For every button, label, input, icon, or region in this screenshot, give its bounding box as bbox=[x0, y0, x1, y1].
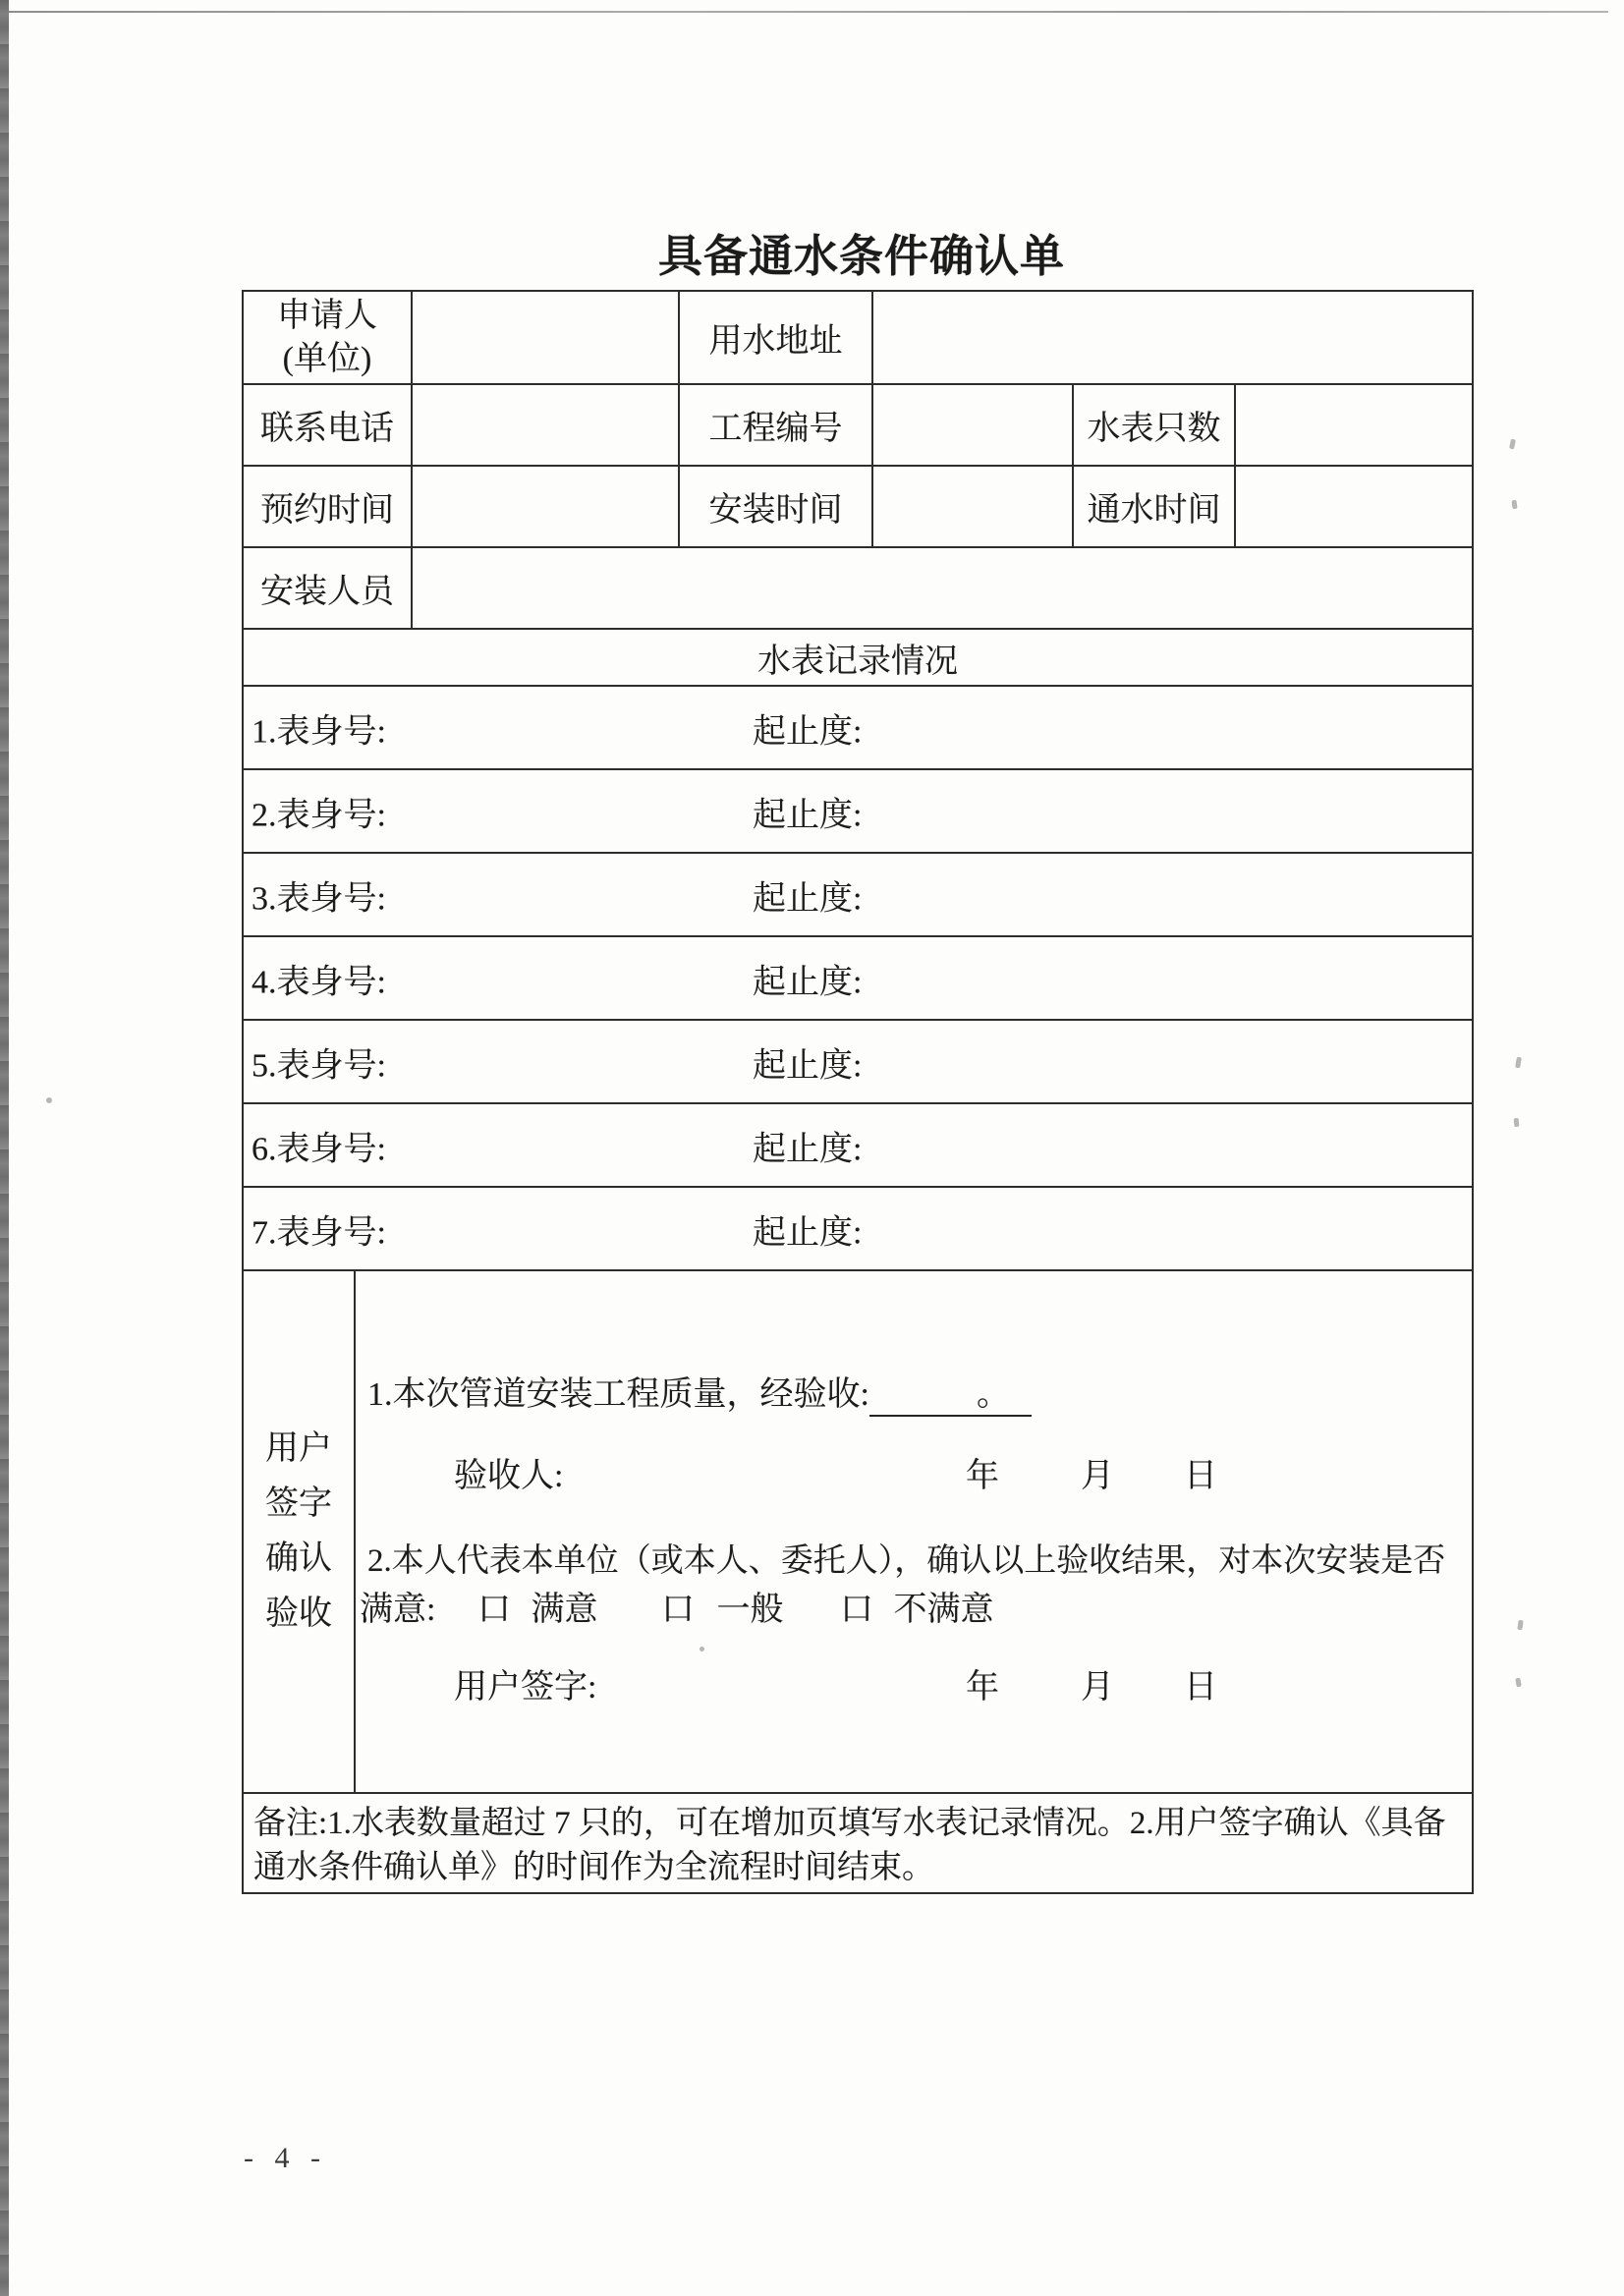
scan-speck bbox=[1517, 1620, 1523, 1631]
install-time-label: 安装时间 bbox=[680, 467, 873, 548]
acceptance-item-2-line1: 2.本人代表本单位（或本人、委托人），确认以上验收结果，对本次安装是否 bbox=[367, 1543, 1446, 1579]
signature-section bbox=[244, 1271, 1472, 1794]
applicant-label bbox=[244, 292, 413, 385]
signature-side-label bbox=[244, 1271, 356, 1792]
meter-body-number-label: 3.表身号: bbox=[252, 880, 386, 917]
side-label-line: 验收 bbox=[265, 1596, 332, 1632]
date-year-label: 年 bbox=[966, 1669, 999, 1706]
side-label-line: 用户 bbox=[265, 1430, 332, 1467]
appointment-time-value bbox=[413, 467, 680, 548]
date-year-label: 年 bbox=[966, 1458, 999, 1494]
signature-content bbox=[356, 1271, 1472, 1792]
date-day-label: 日 bbox=[1184, 1669, 1217, 1706]
installer-value bbox=[413, 548, 1472, 630]
option-average-label: 一般 bbox=[716, 1592, 784, 1628]
row-installer bbox=[244, 548, 1472, 630]
contact-phone-label: 联系电话 bbox=[244, 385, 413, 467]
checkbox-unsatisfied-icon: 口 bbox=[839, 1592, 873, 1628]
scan-edge-top bbox=[9, 11, 1608, 13]
water-address-value bbox=[873, 292, 1472, 385]
satisfaction-options-line bbox=[360, 1582, 1476, 1630]
scan-speck bbox=[1515, 1678, 1521, 1688]
meter-row-1 bbox=[244, 687, 1472, 770]
option-satisfied-label: 满意 bbox=[531, 1592, 598, 1628]
scan-speck bbox=[46, 1097, 52, 1103]
meter-range-label: 起止度: bbox=[753, 1131, 863, 1167]
meter-row-4 bbox=[244, 937, 1472, 1021]
scan-speck bbox=[1515, 1057, 1522, 1069]
meter-section-header-row bbox=[244, 630, 1472, 687]
applicant-label-line2: (单位) bbox=[282, 340, 372, 377]
applicant-label-line1: 申请人 bbox=[277, 297, 377, 334]
date-day-label: 日 bbox=[1184, 1458, 1217, 1494]
meter-row-2 bbox=[244, 770, 1472, 854]
scan-speck bbox=[1514, 1118, 1520, 1127]
remark-line-1: 备注:1.水表数量超过 7 只的，可在增加页填写水表记录情况。2.用户签字确认《具备 bbox=[253, 1806, 1446, 1841]
meter-range-label: 起止度: bbox=[753, 880, 863, 917]
side-label-line: 确认 bbox=[265, 1540, 332, 1577]
applicant-value bbox=[413, 292, 680, 385]
inspector-label: 验收人: bbox=[454, 1458, 564, 1494]
acceptance-item-1 bbox=[367, 1367, 1032, 1417]
acceptance-item-1-period: 。 bbox=[976, 1376, 1010, 1413]
water-on-time-value bbox=[1236, 467, 1472, 548]
acceptance-result-blank bbox=[869, 1367, 1032, 1417]
meter-count-label: 水表只数 bbox=[1074, 385, 1236, 467]
inspector-sign-line bbox=[356, 1448, 1472, 1494]
checkbox-average-icon: 口 bbox=[660, 1592, 695, 1628]
remark-line-2: 通水条件确认单》的时间作为全流程时间结束。 bbox=[253, 1850, 934, 1885]
contact-phone-value bbox=[413, 385, 680, 467]
installer-label: 安装人员 bbox=[244, 548, 413, 630]
scan-edge-left bbox=[0, 0, 9, 2296]
satisfaction-prefix: 满意: bbox=[360, 1592, 436, 1628]
install-time-value bbox=[873, 467, 1074, 548]
meter-row-6 bbox=[244, 1104, 1472, 1188]
meter-body-number-label: 7.表身号: bbox=[252, 1214, 386, 1251]
appointment-time-label: 预约时间 bbox=[244, 467, 413, 548]
meter-row-5 bbox=[244, 1021, 1472, 1104]
row-phone bbox=[244, 385, 1472, 467]
project-number-value bbox=[873, 385, 1074, 467]
water-on-time-label: 通水时间 bbox=[1074, 467, 1236, 548]
page-number: - 4 - bbox=[244, 2142, 327, 2174]
meter-range-label: 起止度: bbox=[753, 964, 863, 1000]
scan-speck bbox=[1511, 500, 1517, 510]
meter-range-label: 起止度: bbox=[753, 797, 863, 833]
meter-range-label: 起止度: bbox=[753, 1047, 863, 1084]
meter-body-number-label: 5.表身号: bbox=[252, 1047, 386, 1084]
form-table bbox=[242, 290, 1474, 1894]
water-address-label: 用水地址 bbox=[680, 292, 873, 385]
meter-section-header: 水表记录情况 bbox=[244, 630, 1472, 687]
option-unsatisfied-label: 不满意 bbox=[893, 1592, 994, 1628]
scan-speck bbox=[1509, 439, 1516, 450]
remark-section bbox=[244, 1794, 1472, 1892]
meter-body-number-label: 1.表身号: bbox=[252, 713, 386, 750]
side-label-line: 签字 bbox=[265, 1485, 332, 1522]
meter-body-number-label: 2.表身号: bbox=[252, 797, 386, 833]
date-month-label: 月 bbox=[1081, 1669, 1114, 1706]
project-number-label: 工程编号 bbox=[680, 385, 873, 467]
meter-body-number-label: 4.表身号: bbox=[252, 964, 386, 1000]
user-sign-label: 用户签字: bbox=[454, 1669, 597, 1706]
acceptance-item-1-text: 1.本次管道安装工程质量，经验收: bbox=[367, 1376, 869, 1413]
meter-range-label: 起止度: bbox=[753, 713, 863, 750]
checkbox-satisfied-icon: 口 bbox=[476, 1592, 511, 1628]
meter-range-label: 起止度: bbox=[753, 1214, 863, 1251]
date-month-label: 月 bbox=[1081, 1458, 1114, 1494]
meter-count-value bbox=[1236, 385, 1472, 467]
user-sign-line bbox=[356, 1659, 1472, 1706]
meter-body-number-label: 6.表身号: bbox=[252, 1131, 386, 1167]
meter-row-7 bbox=[244, 1188, 1472, 1271]
meter-row-3 bbox=[244, 854, 1472, 937]
row-times bbox=[244, 467, 1472, 548]
row-applicant bbox=[244, 292, 1472, 385]
page-title: 具备通水条件确认单 bbox=[658, 232, 1066, 281]
